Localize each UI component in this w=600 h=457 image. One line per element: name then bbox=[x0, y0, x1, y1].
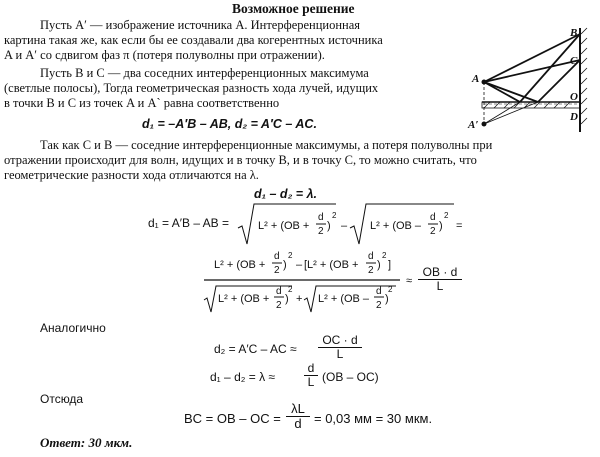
bc-den: d bbox=[294, 416, 302, 431]
svg-text:d: d bbox=[276, 286, 282, 297]
label-C: C bbox=[570, 55, 578, 67]
diff-den: L bbox=[307, 375, 315, 389]
svg-text:): ) bbox=[385, 293, 389, 305]
oc-num: OC · d bbox=[318, 334, 362, 348]
d2-formula: d₂ = A′C – AC ≈ bbox=[214, 342, 297, 356]
svg-text:L² + (OB –: L² + (OB – bbox=[370, 220, 422, 232]
svg-text:d: d bbox=[274, 251, 280, 262]
svg-text:): ) bbox=[377, 259, 381, 271]
svg-text:[L² + (OB +: [L² + (OB + bbox=[304, 259, 359, 271]
para1-line3: A и A′ со сдвигом фаз π (потеря полуволны при отражении). bbox=[4, 48, 325, 62]
para2-line1: Пусть B и C — два соседних интерференционных максимума bbox=[40, 66, 369, 80]
svg-text:2: 2 bbox=[318, 226, 324, 237]
svg-text:): ) bbox=[283, 259, 287, 271]
bc-lhs: BC = OB – OC = bbox=[184, 411, 281, 426]
formula-lambda: d₁ – d₂ = λ. bbox=[254, 187, 318, 201]
d1-lhs: d₁ = A′B – AB = bbox=[148, 216, 230, 230]
svg-text:2: 2 bbox=[430, 226, 436, 237]
svg-text:=: = bbox=[456, 220, 463, 232]
svg-text:2: 2 bbox=[376, 300, 382, 311]
oc-fraction bbox=[318, 334, 362, 361]
page-title: Возможное решение bbox=[232, 1, 355, 16]
svg-text:2: 2 bbox=[276, 300, 282, 311]
svg-text:2: 2 bbox=[288, 251, 293, 260]
para3-line3: геометрические разности хода отличаются на λ. bbox=[4, 168, 259, 182]
oc-den: L bbox=[336, 347, 344, 361]
diff-num: d bbox=[304, 362, 318, 376]
formula-d1-d2: d₁ = –A′B – AB, d₂ = A′C – AC. bbox=[142, 117, 317, 131]
diff-fraction bbox=[304, 362, 318, 389]
label-O: O bbox=[570, 91, 578, 103]
label-B: B bbox=[570, 27, 578, 39]
svg-text:): ) bbox=[327, 220, 331, 232]
svg-text:d: d bbox=[376, 286, 382, 297]
svg-text:≈: ≈ bbox=[406, 275, 413, 287]
d1-result-den: L bbox=[436, 279, 444, 293]
svg-text:–: – bbox=[341, 220, 348, 232]
svg-text:2: 2 bbox=[368, 265, 374, 276]
svg-text:): ) bbox=[285, 293, 289, 305]
svg-text:]: ] bbox=[388, 259, 392, 271]
analog-label: Аналогично bbox=[40, 321, 106, 335]
answer: Ответ: 30 мкм. bbox=[40, 435, 133, 450]
svg-text:2: 2 bbox=[332, 211, 337, 220]
svg-text:2: 2 bbox=[274, 265, 280, 276]
svg-text:2: 2 bbox=[444, 211, 449, 220]
para1-line1: Пусть A′ — изображение источника A. Интерференционная bbox=[40, 18, 361, 32]
svg-text:L² + (OB +: L² + (OB + bbox=[258, 220, 310, 232]
svg-text:2: 2 bbox=[388, 285, 393, 294]
svg-text:d: d bbox=[318, 212, 324, 223]
svg-text:2: 2 bbox=[382, 251, 387, 260]
svg-text:L² + (OB +: L² + (OB + bbox=[218, 293, 270, 305]
svg-text:): ) bbox=[439, 220, 443, 232]
para3-line1: Так как C и B — соседние интерференционные максимумы, а потеря полуволны при bbox=[40, 138, 493, 152]
para2-line2: (светлые полосы), Тогда геометрическая разность хода лучей, идущих bbox=[4, 81, 379, 95]
d1-expansion bbox=[236, 200, 466, 250]
interference-diagram bbox=[460, 24, 598, 136]
svg-text:2: 2 bbox=[288, 285, 293, 294]
label-A-prime: A′ bbox=[468, 119, 479, 131]
diff-formula: d₁ – d₂ = λ ≈ bbox=[210, 370, 275, 384]
diff-tail: (OB – OC) bbox=[322, 370, 379, 384]
para1-line2: картина такая же, как если бы ее создавали два когерентных источника bbox=[4, 33, 383, 47]
label-D: D bbox=[570, 111, 578, 123]
bc-result: = 0,03 мм = 30 мкм. bbox=[314, 411, 433, 426]
d1-result-num: OB · d bbox=[418, 266, 462, 280]
hence-label: Отсюда bbox=[40, 392, 84, 406]
svg-text:–: – bbox=[296, 259, 303, 271]
svg-text:+: + bbox=[296, 293, 303, 305]
svg-text:L² + (OB +: L² + (OB + bbox=[214, 259, 266, 271]
para2-line3: в точки B и C из точек A и A` равна соответственно bbox=[4, 96, 280, 110]
label-A: A bbox=[472, 73, 480, 85]
svg-text:L² + (OB –: L² + (OB – bbox=[318, 293, 370, 305]
para3-line2: отражении происходит для волн, идущих и в точку B, и в точку C, то можно считать, что bbox=[4, 153, 477, 167]
svg-text:d: d bbox=[430, 212, 436, 223]
d1-result-fraction bbox=[418, 266, 462, 293]
svg-text:d: d bbox=[368, 251, 374, 262]
bc-num: λL bbox=[286, 402, 310, 417]
bc-fraction bbox=[286, 402, 310, 431]
